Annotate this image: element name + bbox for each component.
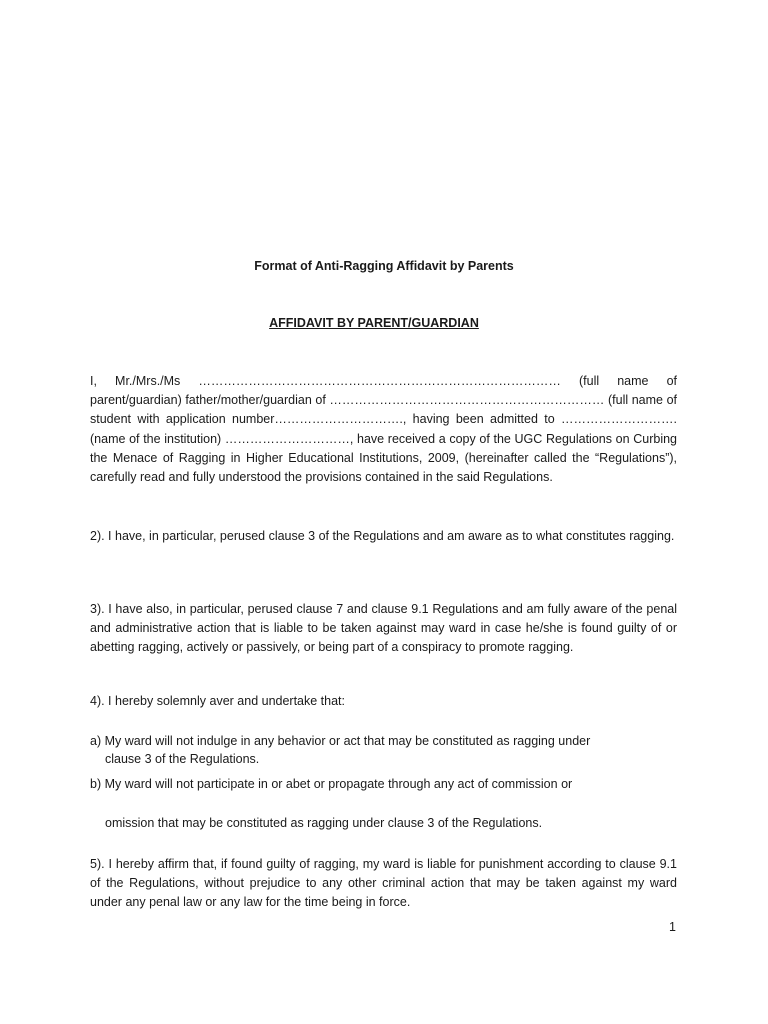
paragraph-undertaking: 4). I hereby solemnly aver and undertake that: (90, 694, 346, 708)
document-title: Format of Anti-Ragging Affidavit by Parents (254, 259, 514, 273)
item-a-line1: a) My ward will not indulge in any behavior or act that may be constituted as ragging under (90, 734, 591, 748)
undertaking-item-b-continued: omission that may be constituted as ragging under clause 3 of the Regulations. (105, 816, 543, 830)
paragraph-declaration: I, Mr./Mrs./Ms …………………………………………………………………………… (full name of parent/guardian) father/mother/guardian of ………………………………………………………… (full name of student with application number…………………………., having been admitted to ……………………….(name of the institution) …………………………, have received a copy of the UGC Regulations on Curbing the Menace of Ragging in Higher Educational Institutions, 2009, (hereinafter called the “Regulations”), carefully read and fully understood the provisions contained in the said Regulations. (90, 374, 677, 485)
undertaking-item-b: b) My ward will not participate in or abet or propagate through any act of commission or (90, 777, 573, 791)
paragraph-clause-3: 2). I have, in particular, perused clause 3 of the Regulations and am aware as to what constitutes ragging. (90, 529, 675, 543)
affidavit-heading: AFFIDAVIT BY PARENT/GUARDIAN (269, 316, 479, 330)
page-number: 1 (669, 920, 676, 934)
paragraph-clause-7: 3). I have also, in particular, perused clause 7 and clause 9.1 Regulations and am fully aware of the penal and administrative action that is liable to be taken against may ward in case he/she is found guilty of or abetting ragging, actively or passively, or being part of a conspiracy to promote ragging. (90, 602, 677, 655)
undertaking-item-a (90, 732, 650, 767)
item-a-line2: clause 3 of the Regulations. (105, 752, 260, 767)
paragraph-affirmation: 5). I hereby affirm that, if found guilty of ragging, my ward is liable for punishment according to clause 9.1 of the Regulations, without prejudice to any other criminal action that may be taken against my ward under any penal law or any law for the time being in force. (90, 857, 677, 910)
